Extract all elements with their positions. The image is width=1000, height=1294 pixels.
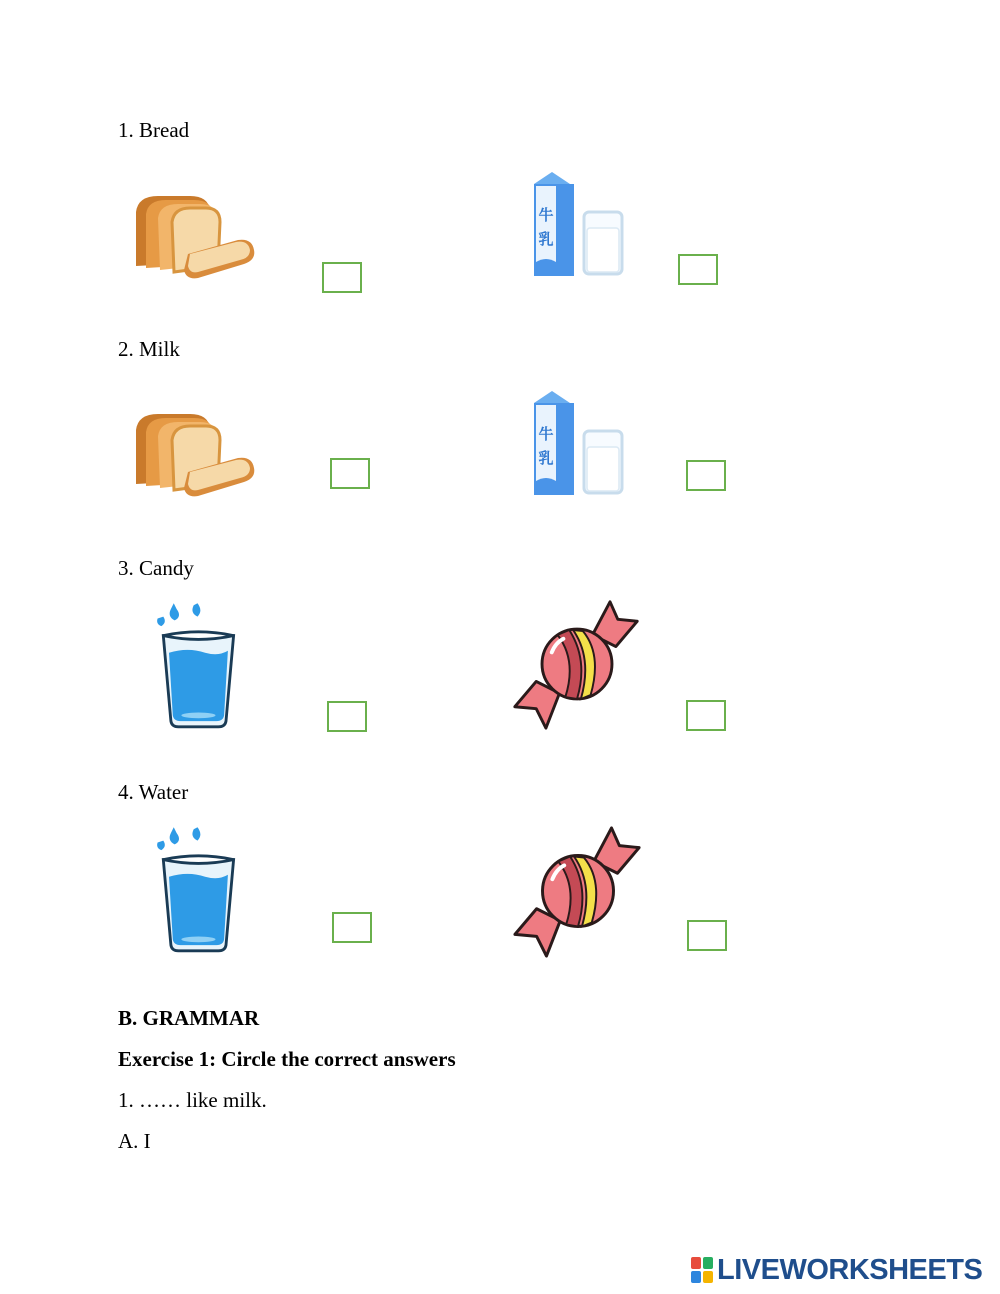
question-1-label: 1. Bread (118, 118, 190, 142)
liveworksheets-logo[interactable] (691, 1253, 982, 1287)
checkbox-q1-bread[interactable] (322, 262, 362, 293)
question-4-label: 4. Water (118, 780, 189, 804)
option-a: A. I (118, 1129, 151, 1153)
grammar-heading: B. GRAMMAR (118, 1006, 260, 1030)
question-2-label: 2. Milk (118, 337, 180, 361)
bread-image (128, 410, 258, 500)
checkbox-q2-bread[interactable] (330, 458, 370, 489)
checkbox-q3-water[interactable] (327, 701, 367, 732)
checkbox-q4-water[interactable] (332, 912, 372, 943)
exercise-title: Exercise 1: Circle the correct answers (118, 1047, 456, 1071)
checkbox-q1-milk[interactable] (678, 254, 718, 285)
logo-text: LIVEWORKSHEETS (717, 1253, 983, 1286)
checkbox-q2-milk[interactable] (686, 460, 726, 491)
candy-image (508, 596, 646, 732)
milk-image (526, 170, 630, 280)
question-3-label: 3. Candy (118, 556, 194, 580)
candy-image (508, 822, 648, 960)
checkbox-q4-candy[interactable] (687, 920, 727, 951)
logo-badge-icon (691, 1257, 713, 1283)
checkbox-q3-candy[interactable] (686, 700, 726, 731)
milk-image (526, 389, 630, 499)
exercise-item-1: 1. …… like milk. (118, 1088, 267, 1112)
water-image (150, 598, 245, 734)
water-image (150, 822, 245, 958)
bread-image (128, 192, 258, 282)
